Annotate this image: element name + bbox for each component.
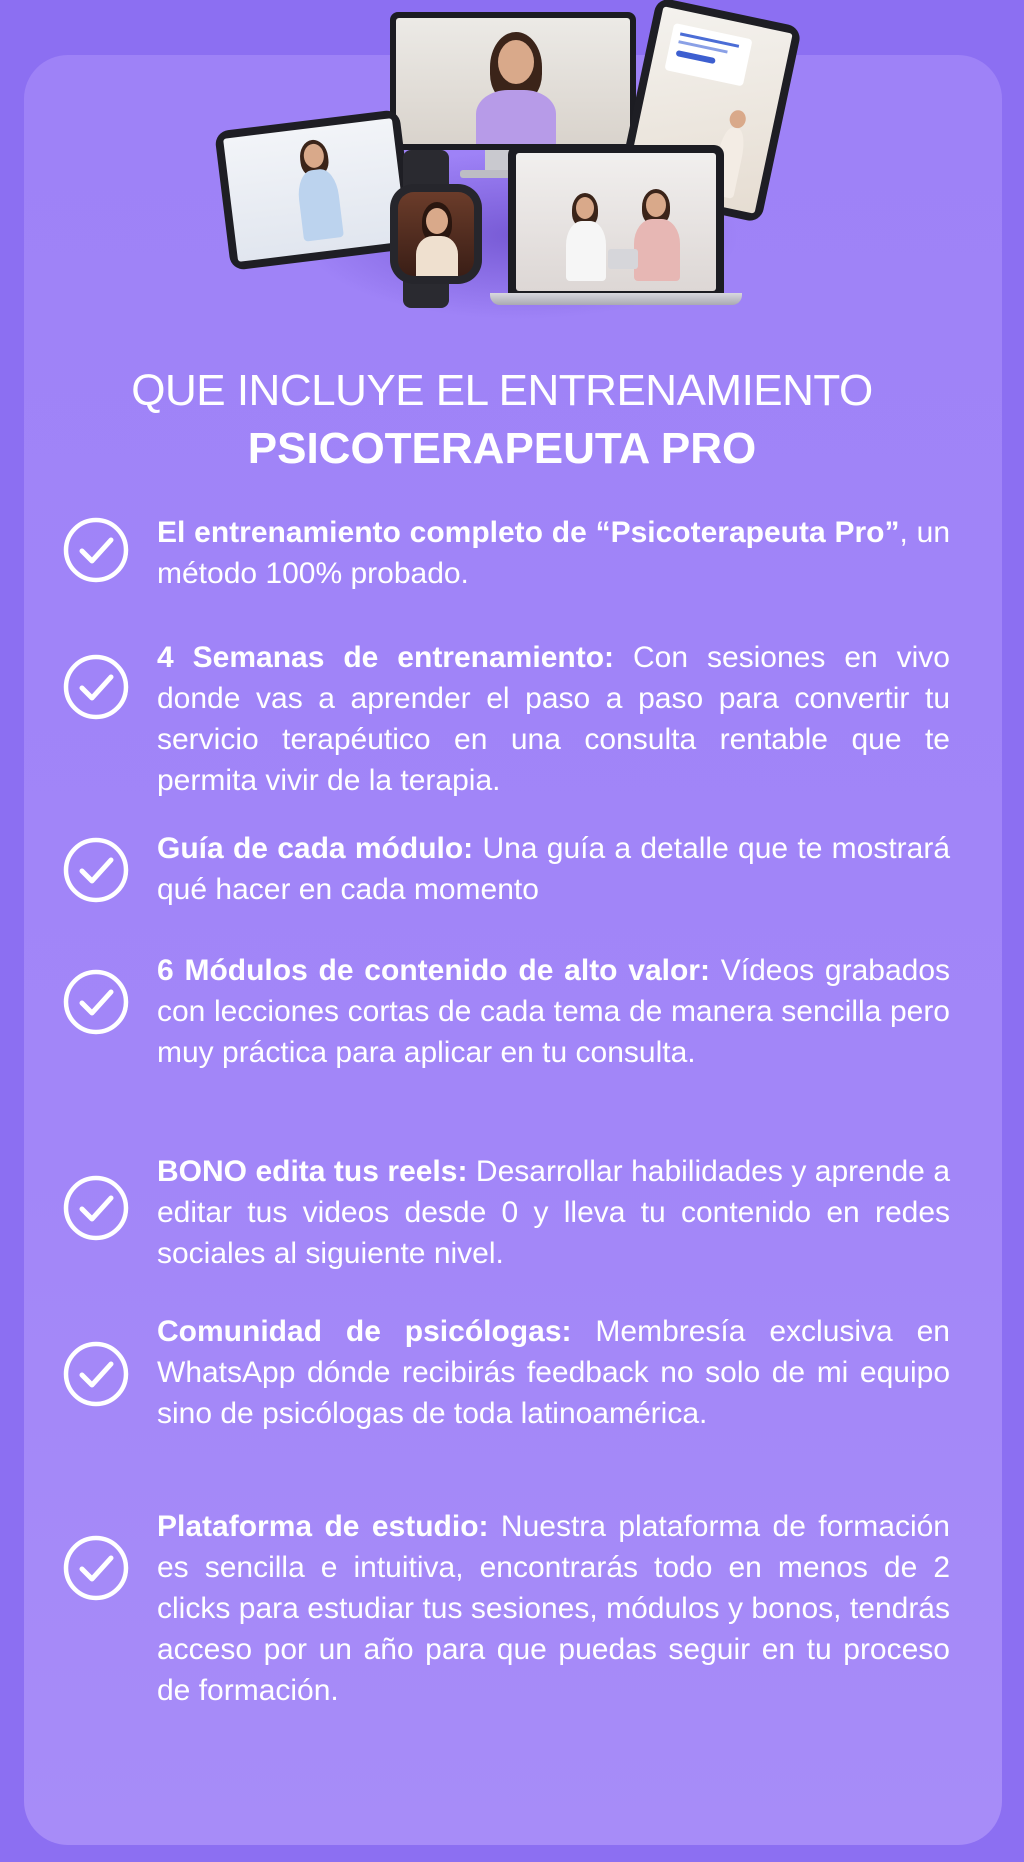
check-circle-icon xyxy=(62,1534,130,1602)
item-description: Desarrollar habilidades y aprende a editar tus videos desde 0 y lleva tu contenido en redes sociales al siguiente nivel. xyxy=(157,1155,951,1270)
item-description: Membresía exclusiva en WhatsApp dónde recibirás feedback no solo de mi equipo sino de psicólogas de toda latinoamérica. xyxy=(157,1315,950,1430)
tablet-portrait-image xyxy=(223,118,407,262)
item-description: , un método 100% probado. xyxy=(157,516,951,590)
item-heading: 4 Semanas de entrenamiento: xyxy=(157,641,615,674)
item-description: Con sesiones en vivo donde vas a aprender el paso a paso para convertir tu servicio terapéutico en una consulta rentable que te permita vivir de la terapia. xyxy=(157,641,950,797)
check-circle-icon xyxy=(62,968,130,1036)
monitor-screen-image xyxy=(396,18,630,144)
item-heading: BONO edita tus reels: xyxy=(157,1155,468,1188)
presentation-slide xyxy=(664,23,752,87)
tablet-left-mockup xyxy=(214,109,416,271)
device-mockups xyxy=(0,0,1024,330)
laptop-mockup xyxy=(508,145,724,295)
check-circle-icon xyxy=(62,1174,130,1242)
smartwatch-mockup xyxy=(390,184,482,284)
item-heading: El entrenamiento completo de “Psicoterapeuta Pro” xyxy=(157,516,900,549)
item-description: Una guía a detalle que te mostrará qué hacer en cada momento xyxy=(157,832,951,906)
laptop-screen-image xyxy=(516,153,716,291)
item-heading: Plataforma de estudio: xyxy=(157,1510,489,1543)
check-circle-icon xyxy=(62,836,130,904)
watch-screen-image xyxy=(398,192,474,276)
section-title: QUE INCLUYE EL ENTRENAMIENTO xyxy=(131,366,873,415)
item-heading: Comunidad de psicólogas: xyxy=(157,1315,572,1348)
check-circle-icon xyxy=(62,653,130,721)
laptop-base xyxy=(490,293,742,305)
check-circle-icon xyxy=(62,516,130,584)
item-heading: 6 Módulos de contenido de alto valor: xyxy=(157,954,710,987)
item-description: Vídeos grabados con lecciones cortas de cada tema de manera sencilla pero muy práctica para aplicar en tu consulta. xyxy=(157,954,950,1069)
item-heading: Guía de cada módulo: xyxy=(157,832,474,865)
check-circle-icon xyxy=(62,1340,130,1408)
item-description: Nuestra plataforma de formación es sencilla e intuitiva, encontrarás todo en menos de 2 clicks para estudiar tus sesiones, módulos y bonos, tendrás acceso por un año para que puedas seguir en tu proceso de formación. xyxy=(157,1510,950,1707)
program-name-title: PSICOTERAPEUTA PRO xyxy=(247,424,757,473)
desktop-monitor-mockup xyxy=(390,12,636,150)
